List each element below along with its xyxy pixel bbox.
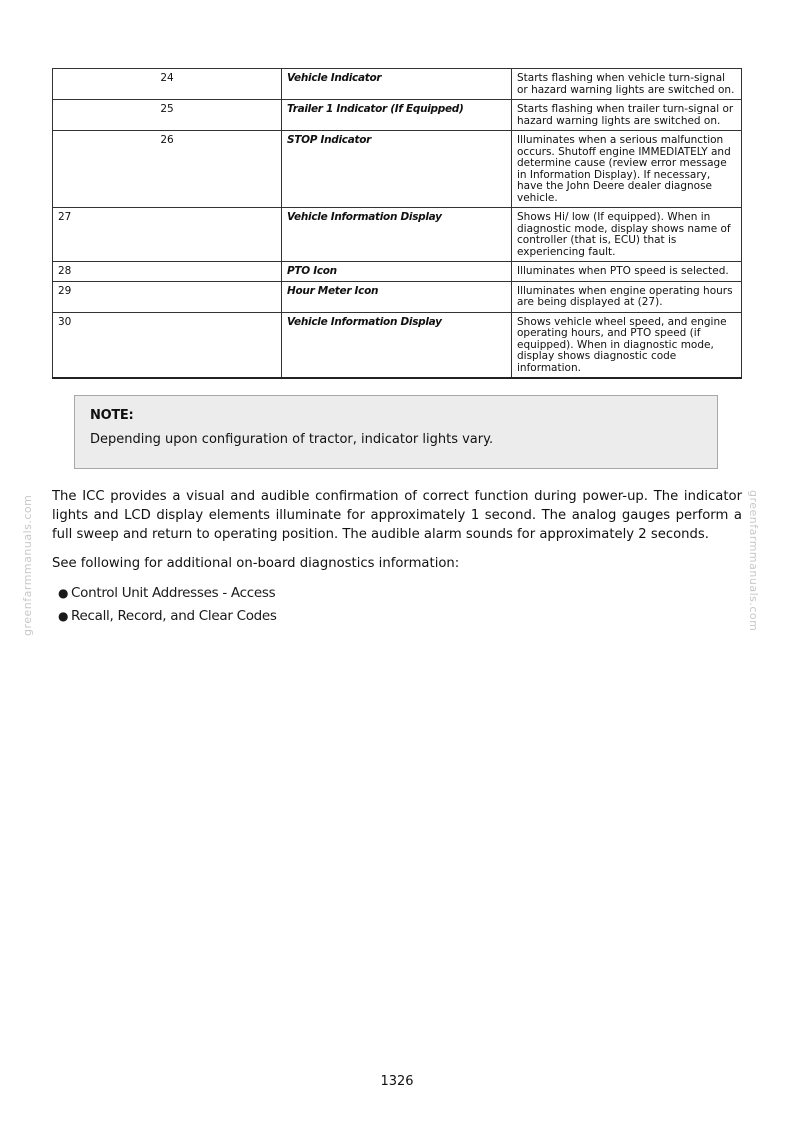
indicator-number: 26 [53,131,282,208]
table-row [53,262,742,282]
watermark-left: greenfarmmanuals.com [21,494,34,636]
indicator-number: 30 [53,312,282,378]
indicator-name: Vehicle Indicator [282,69,512,100]
table-row [53,281,742,312]
watermark-right: greenfarmmanuals.com [747,490,760,632]
indicator-number: 27 [53,208,282,262]
indicator-number: 29 [53,281,282,312]
table-row [53,312,742,378]
note-title: NOTE: [90,408,134,423]
indicator-name: STOP Indicator [282,131,512,208]
indicator-name: PTO Icon [282,262,512,282]
indicator-number: 24 [53,69,282,100]
page-number: 1326 [380,1074,414,1089]
table-row [53,131,742,208]
table-row [53,208,742,262]
indicator-description: Shows vehicle wheel speed, and engine operating hours, and PTO speed (if equipped). When in diagnostic mode, display shows diagnostic code information. [512,312,742,378]
indicator-description: Shows Hi/ low (If equipped). When in diagnostic mode, display shows name of controller (that is, ECU) that is experiencing fault. [512,208,742,262]
indicator-name: Vehicle Information Display [282,208,512,262]
indicator-number: 25 [53,100,282,131]
indicator-description: Illuminates when engine operating hours are being displayed at (27). [512,281,742,312]
note-text: Depending upon configuration of tractor, indicator lights vary. [90,432,494,447]
diagnostics-link-list [58,582,277,628]
indicator-name: Trailer 1 Indicator (If Equipped) [282,100,512,131]
bullet-icon: ● [58,586,69,600]
diagnostics-paragraph: See following for additional on-board diagnostics information: [52,556,460,571]
table-row [53,69,742,100]
intro-paragraph: The ICC provides a visual and audible confirmation of correct function during power-up. The indicator lights and LCD display elements illuminate for approximately 1 second. The analog gauges perform a full sweep and return to operating position. The audible alarm sounds for approximately 2 seconds. [52,489,742,542]
indicator-description: Starts flashing when vehicle turn-signal or hazard warning lights are switched on. [512,69,742,100]
indicator-number: 28 [53,262,282,282]
link-recall-record-clear-codes[interactable]: ● Recall, Record, and Clear Codes [58,605,277,628]
indicator-name: Hour Meter Icon [282,281,512,312]
indicator-name: Vehicle Information Display [282,312,512,378]
indicator-description: Illuminates when PTO speed is selected. [512,262,742,282]
bullet-icon: ● [58,609,69,623]
link-control-unit-addresses[interactable]: ● Control Unit Addresses - Access [58,582,277,605]
table-row [53,100,742,131]
indicator-description: Starts flashing when trailer turn-signal or hazard warning lights are switched on. [512,100,742,131]
indicator-description: Illuminates when a serious malfunction occurs. Shutoff engine IMMEDIATELY and determine cause (review error message in Information Display). If necessary, have the John Deere dealer diagnose vehicle. [512,131,742,208]
note-box [74,395,718,469]
indicator-table [52,68,742,379]
